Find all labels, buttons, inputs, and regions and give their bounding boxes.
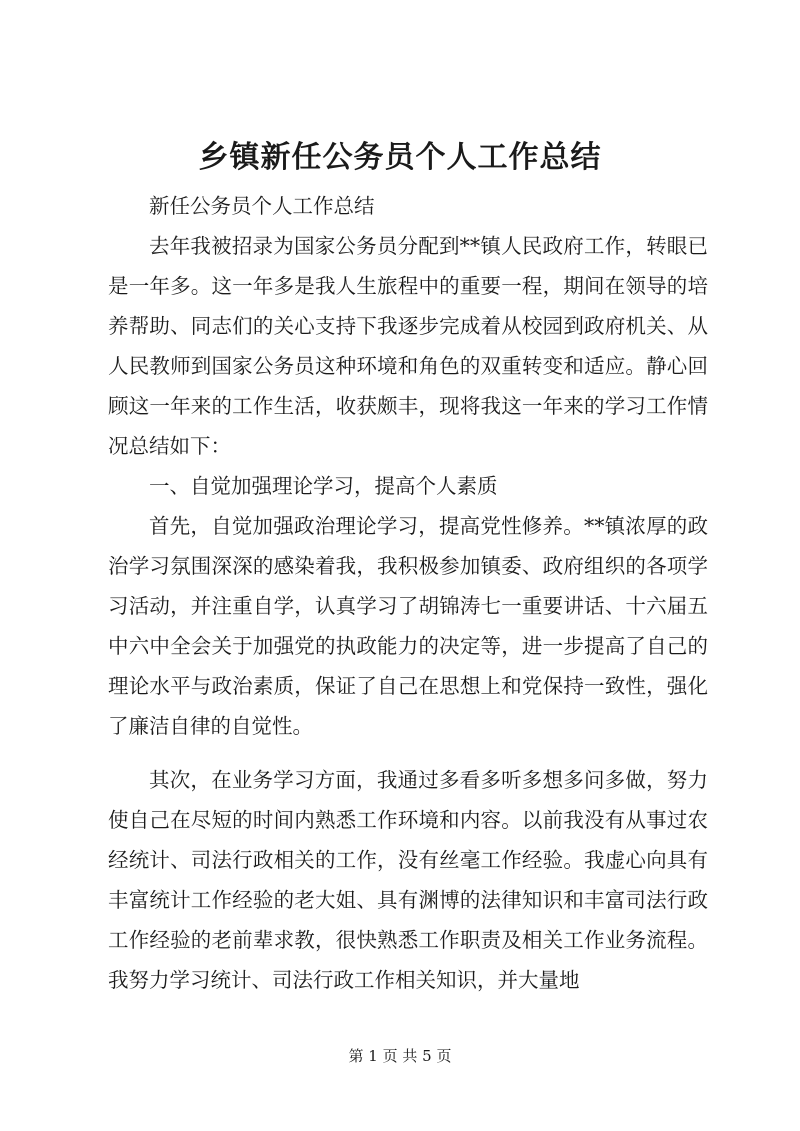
section-heading: 一、自觉加强理论学习，提高个人素质: [149, 474, 498, 498]
political-study-paragraph: 首先，自觉加强政治理论学习，提高党性修养。**镇浓厚的政治学习氛围深深的感染着我，我积极参加镇委、政府组织的各项学习活动，并注重自学，认真学习了胡锦涛七一重要讲话、十六届五中六中全会关于加强党的执政能力的决定等，进一步提高了自己的理论水平与政治素质，保证了自己在思想上和党保持一致性，强化了廉洁自律的自觉性。: [108, 514, 708, 738]
page-footer: 第 1 页 共 5 页: [348, 1047, 452, 1065]
document-title: 乡镇新任公务员个人工作总结: [198, 140, 602, 175]
intro-paragraph: 去年我被招录为国家公务员分配到**镇人民政府工作，转眼已是一年多。这一年多是我人生旅程中的重要一程，期间在领导的培养帮助、同志们的关心支持下我逐步完成着从校园到政府机关、从人民教师到国家公务员这种环境和角色的双重转变和适应。静心回顾这一年来的工作生活，收获颇丰，现将我这一年来的学习工作情况总结如下：: [108, 234, 708, 458]
business-study-paragraph: 其次，在业务学习方面，我通过多看多听多想多问多做，努力使自己在尽短的时间内熟悉工作环境和内容。以前我没有从事过农经统计、司法行政相关的工作，没有丝毫工作经验。我虚心向具有丰富统计工作经验的老大姐、具有渊博的法律知识和丰富司法行政工作经验的老前辈求教，很快熟悉工作职责及相关工作业务流程。我努力学习统计、司法行政工作相关知识，并大量地: [108, 768, 708, 992]
subtitle-paragraph: 新任公务员个人工作总结: [149, 194, 375, 218]
document-body: [108, 186, 708, 1000]
